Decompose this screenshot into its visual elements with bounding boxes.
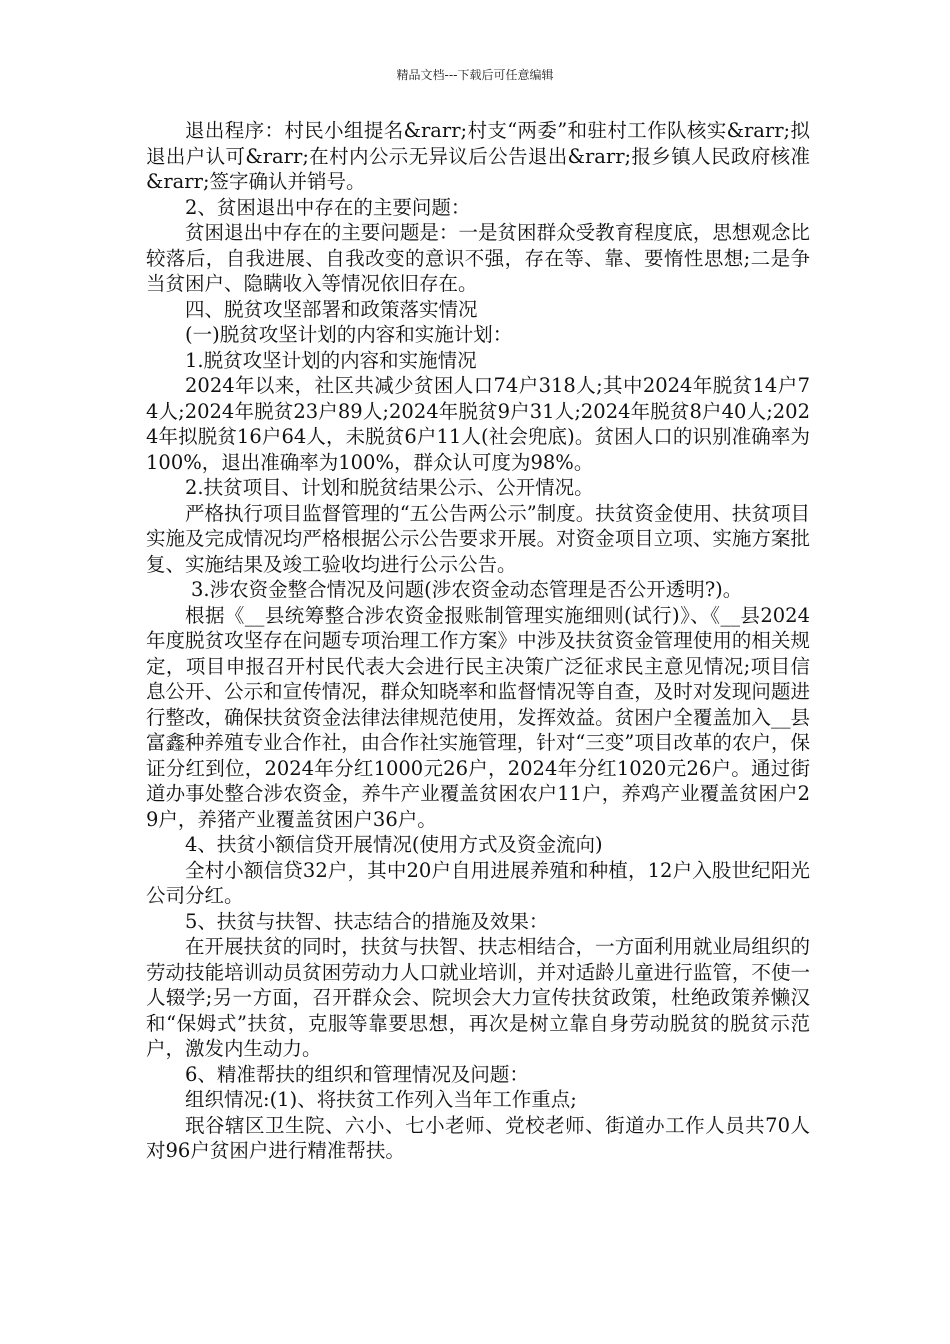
heading-targeted-assistance: 6、精准帮扶的组织和管理情况及问题：: [185, 1062, 529, 1086]
paragraph-project-disclosure: 严格执行项目监督管理的“五公告两公示”制度。扶贫资金使用、扶贫项目实施及完成情况均严格根据公示公告要求开展。对资金项目立项、实施方案批复、实施结果及竣工验收均进行公示公告。: [146, 501, 810, 576]
heading-section-four: 四、脱贫攻坚部署和政策落实情况: [185, 297, 478, 321]
heading-exit-problems: 2、贫困退出中存在的主要问题：: [185, 195, 471, 219]
paragraph-poverty-stats: 2024年以来，社区共减少贫困人口74户318人;其中2024年脱贫14户74人;2024年脱贫23户89人;2024年脱贫9户31人;2024年脱贫8户40人;2024年拟脱贫16户64人，未脱贫6户11人(社会兜底)。贫困人口的识别准确率为100%，退出准确率为100%，群众认可度为98%。: [146, 374, 810, 474]
page-header: 精品文档---下载后可任意编辑: [396, 68, 554, 82]
heading-plan: (一)脱贫攻坚计划的内容和实施计划：: [185, 323, 513, 346]
paragraph-assistance-staff: 珉谷辖区卫生院、六小、七小老师、党校老师、街道办工作人员共70人对96户贫困户进行精准帮扶。: [146, 1113, 810, 1162]
paragraph-education-measures: 在开展扶贫的同时，扶贫与扶智、扶志相结合，一方面利用就业局组织的劳动技能培训动员贫困劳动力人口就业培训，并对适龄儿童进行监管，不使一人辍学;另一方面，召开群众会、院坝会大力宣传扶贫政策，杜绝政策养懒汉和“保姆式”扶贫，克服等靠要思想，再次是树立靠自身劳动脱贫的脱贫示范户，激发内生动力。: [146, 935, 810, 1060]
heading-fund-integration: 3.涉农资金整合情况及问题(涉农资金动态管理是否公开透明?)。: [191, 578, 743, 601]
heading-project-disclosure: 2.扶贫项目、计划和脱贫结果公示、公开情况。: [185, 476, 594, 499]
paragraph-exit-problems: 贫困退出中存在的主要问题是：一是贫困群众受教育程度底，思想观念比较落后，自我进展、自我改变的意识不强，存在等、靠、要惰性思想;二是争当贫困户、隐瞒收入等情况依旧存在。: [146, 221, 810, 295]
heading-microcredit: 4、扶贫小额信贷开展情况(使用方式及资金流向): [185, 833, 603, 856]
paragraph-exit-procedure: 退出程序：村民小组提名&rarr;村支“两委”和驻村工作队核实&rarr;拟退出户认可&rarr;在村内公示无异议后公告退出&rarr;报乡镇人民政府核准&rarr;签字确认并销号。: [146, 119, 810, 193]
heading-education-measures: 5、扶贫与扶智、扶志结合的措施及效果：: [185, 909, 549, 933]
paragraph-organization: 组织情况:(1)、将扶贫工作列入当年工作重点;: [185, 1088, 577, 1111]
heading-plan-content: 1.脱贫攻坚计划的内容和实施情况: [185, 348, 477, 372]
paragraph-fund-integration: 根据《__县统筹整合涉农资金报账制管理实施细则(试行)》、《__县2024年度脱贫攻坚存在问题专项治理工作方案》中涉及扶贫资金管理使用的相关规定，项目申报召开村民代表大会进行民主决策广泛征求民主意见情况;项目信息公开、公示和宣传情况，群众知晓率和监督情况等自查，及时对发现问题进行整改，确保扶贫资金法律法律规范使用，发挥效益。贫困户全覆盖加入__县富鑫种养殖专业合作社，由合作社实施管理，针对“三变”项目改革的农户，保证分红到位，2024年分红1000元26户，2024年分红1020元26户。通过街道办事处整合涉农资金，养牛产业覆盖贫困农户11户，养鸡产业覆盖贫困户29户，养猪产业覆盖贫困户36户。: [146, 603, 810, 831]
paragraph-microcredit: 全村小额信贷32户，其中20户自用进展养殖和种植，12户入股世纪阳光公司分红。: [146, 858, 810, 907]
document-body: [146, 118, 810, 1164]
